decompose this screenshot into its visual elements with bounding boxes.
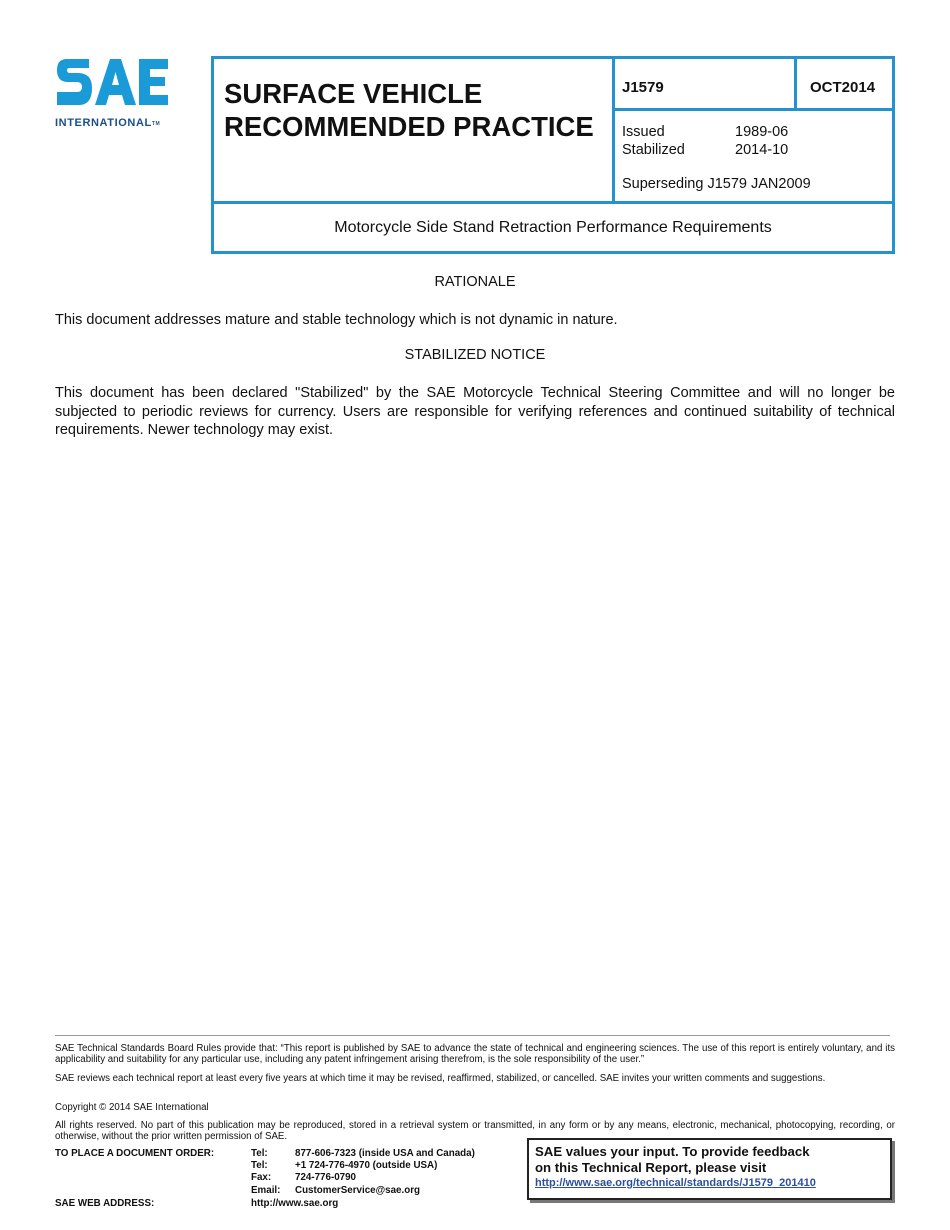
- divider: [794, 59, 797, 109]
- stabilized-value: 2014-10: [735, 142, 789, 158]
- stabilized-notice-heading: STABILIZED NOTICE: [404, 347, 546, 363]
- rationale-heading: RATIONALE: [434, 274, 516, 290]
- phone-usa: 877-606-7323 (inside USA and Canada): [295, 1148, 475, 1159]
- stabilized-label: Stabilized: [622, 142, 685, 158]
- superseding-note: Superseding J1579 JAN2009: [622, 176, 811, 192]
- feedback-box: [527, 1138, 892, 1200]
- contact-values: [295, 1148, 535, 1197]
- rights-statement: All rights reserved. No part of this publication may be reproduced, stored in a retrieval system or transmitted, in any form or by any means, electronic, mechanical, photocopying, recording, or otherwise, without the prior written permission of SAE.: [55, 1120, 895, 1143]
- order-label: TO PLACE A DOCUMENT ORDER:: [55, 1148, 215, 1159]
- fax: 724-776-0790: [295, 1172, 357, 1184]
- email[interactable]: CustomerService@sae.org: [295, 1184, 420, 1196]
- copyright: Copyright © 2014 SAE International: [55, 1102, 209, 1113]
- feedback-text-line1: SAE values your input. To provide feedback: [535, 1144, 810, 1159]
- web-address-label: SAE WEB ADDRESS:: [55, 1198, 155, 1209]
- rationale-text: This document addresses mature and stable technology which is not dynamic in nature.: [55, 312, 618, 328]
- document-date: OCT2014: [810, 79, 876, 96]
- review-policy: SAE reviews each technical report at least every five years at which time it may be revised, reaffirmed, stabilized, or cancelled. SAE invites your written comments and suggestions.: [55, 1073, 826, 1084]
- stabilized-notice-text: This document has been declared "Stabilized" by the SAE Motorcycle Technical Steering Committee and will no longer be subjected to periodic reviews for currency. Users are responsible for verifying references and continued suitability of technical requirements. Newer technology may exist.: [55, 385, 895, 438]
- document-type: SURFACE VEHICLE RECOMMENDED PRACTICE: [224, 78, 594, 142]
- issued-value: 1989-06: [735, 124, 789, 140]
- sae-logo-icon: [55, 55, 170, 113]
- standards-board-rules: SAE Technical Standards Board Rules provide that: “This report is published by SAE to advance the state of technical and engineering sciences. The use of this report is entirely voluntary, and its applicability and suitability for any particular use, including any patent infringement arising therefrom, is the sole responsibility of the user.”: [55, 1043, 895, 1066]
- logo-subtitle: INTERNATIONALTM: [55, 117, 161, 129]
- contact-labels: Tel: Tel: Fax: Email:: [251, 1148, 281, 1196]
- sae-logo: [55, 55, 185, 135]
- web-address-link[interactable]: http://www.sae.org: [251, 1198, 339, 1209]
- issued-label: Issued: [622, 124, 665, 140]
- divider: [214, 201, 892, 204]
- document-header: [211, 56, 895, 254]
- phone-intl: +1 724-776-4970 (outside USA): [295, 1160, 438, 1172]
- document-history: [622, 123, 788, 159]
- divider: [612, 108, 892, 111]
- feedback-text-line2: on this Technical Report, please visit: [535, 1160, 767, 1175]
- footer-divider: [55, 1035, 890, 1036]
- divider: [612, 59, 615, 201]
- document-number: J1579: [622, 79, 664, 96]
- feedback-link[interactable]: http://www.sae.org/technical/standards/J1579_201410: [535, 1177, 816, 1189]
- document-title: Motorcycle Side Stand Retraction Performance Requirements: [334, 219, 772, 236]
